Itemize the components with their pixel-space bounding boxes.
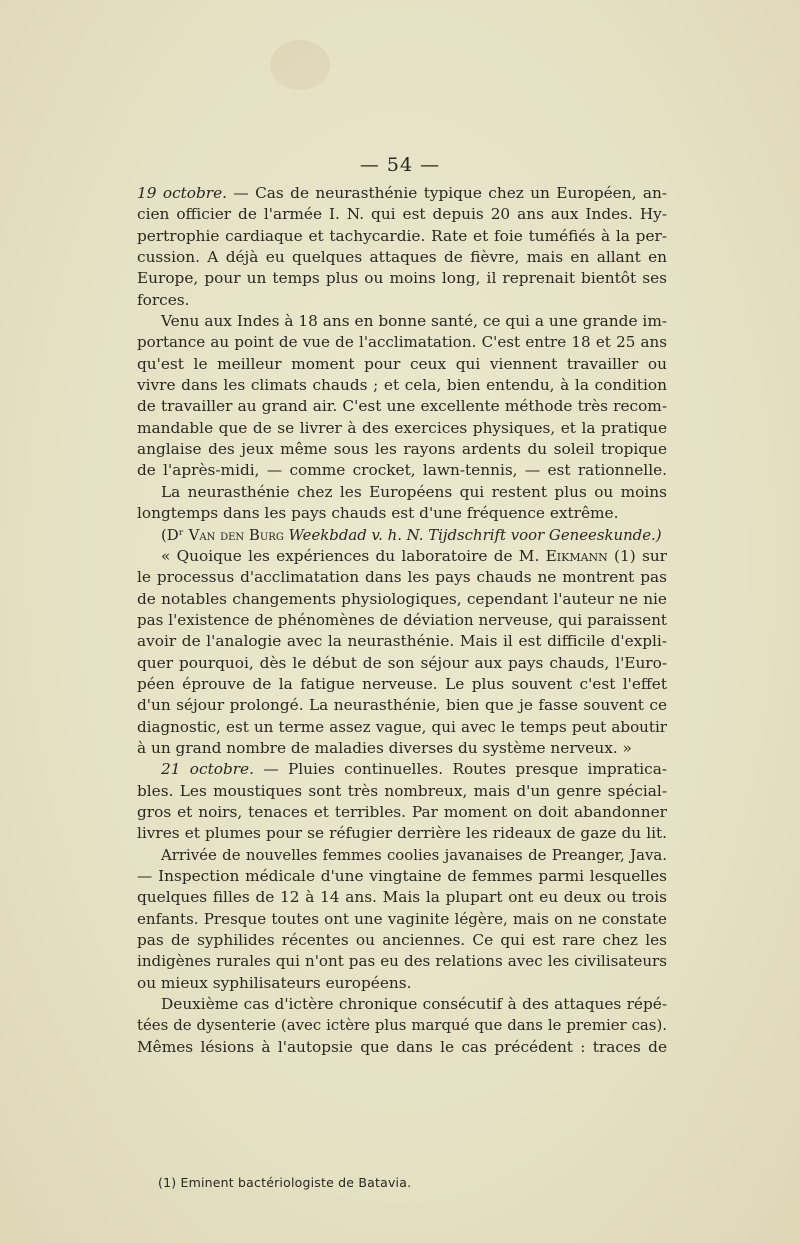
text-line [137,973,667,994]
text-run: La neurasthénie chez les Européens qui restent plus ou moins [161,482,667,501]
text-run: avoir de l'analogie avec la neurasthénie. Mais il est difficile d'expli- [137,632,667,651]
text-run: anglaise des jeux même sous les rayons ardents du soleil tropique [137,440,667,459]
date-heading: 21 octobre. [161,760,254,779]
paper-stain [270,40,330,90]
text-run: bles. Les moustiques sont très nombreux, mais d'un genre spécial- [137,781,667,800]
text-line [137,738,667,759]
text-run: quer pourquoi, dès le début de son séjour aux pays chauds, l'Euro- [137,653,667,672]
text-run: — Cas de neurasthénie typique chez un Européen, an- [227,184,667,202]
text-run: Europe, pour un temps plus ou moins long, il reprenait bientôt ses [137,269,667,288]
text-line [137,332,667,353]
text-line [137,418,667,439]
text-line [137,674,667,695]
text-run: vivre dans les climats chauds ; et cela, bien entendu, à la condition [137,376,667,395]
citation-title: Weekbdad v. h. N. Tijdschrift voor Geneeskunde.) [288,525,662,544]
text-line [137,482,667,503]
text-run: de travailler au grand air. C'est une excellente méthode très recom- [137,397,667,416]
text-line [137,1015,667,1036]
text-line [137,653,667,674]
text-run: Arrivée de nouvelles femmes coolies javanaises de Preanger, Java. [161,845,667,864]
text-run: (Dʳ [161,525,184,544]
author-name: Van den Burg [188,525,284,544]
text-run: à un grand nombre de maladies diverses du système nerveux. » [137,738,632,757]
text-run: « Quoique les expériences du laboratoire de M. [161,546,540,565]
text-line [137,204,667,225]
text-run: Mêmes lésions à l'autopsie que dans le cas précédent : traces de [137,1037,667,1056]
text-run: qu'est le meilleur moment pour ceux qui viennent travailler ou [137,354,667,373]
text-run: indigènes rurales qui n'ont pas eu des relations avec les civilisateurs [137,952,667,971]
text-run: longtemps dans les pays chauds est d'une fréquence extrême. [137,504,619,523]
text-run: tées de dysenterie (avec ictère plus marqué que dans le premier cas). [137,1016,667,1035]
text-line [137,290,667,311]
text-line [137,887,667,908]
text-line [137,994,667,1015]
text-run: quelques filles de 12 à 14 ans. Mais la plupart ont eu deux ou trois [137,888,667,907]
text-run: gros et noirs, tenaces et terribles. Par moment on doit abandonner [137,802,667,821]
text-line [137,781,667,802]
text-line [137,354,667,375]
text-line [137,759,667,780]
footnote: (1) Eminent bactériologiste de Batavia. [158,1175,412,1190]
text-line [137,717,667,738]
page-number: — 54 — [359,154,441,176]
text-line [137,375,667,396]
text-run: pertrophie cardiaque et tachycardie. Rate et foie tuméfiés à la per- [137,226,667,245]
author-name: Eikmann [545,546,608,565]
text-run: Deuxième cas d'ictère chronique consécutif à des attaques répé- [161,995,667,1014]
text-run: Venu aux Indes à 18 ans en bonne santé, ce qui a une grande im- [161,312,667,331]
text-line [137,268,667,289]
text-run: le processus d'acclimatation dans les pays chauds ne montrent pas [137,568,667,587]
text-run: cien officier de l'armée I. N. qui est depuis 20 ans aux Indes. Hy- [137,205,667,224]
text-line [137,930,667,951]
text-run: forces. [137,290,190,309]
text-line [137,866,667,887]
text-line [137,439,667,460]
text-line [137,951,667,972]
text-line [137,183,667,204]
text-line [137,823,667,844]
text-line [137,311,667,332]
text-line [137,802,667,823]
text-line [137,909,667,930]
text-run: pas de syphilides récentes ou anciennes. Ce qui est rare chez les [137,931,667,950]
text-line [137,695,667,716]
text-run: pas l'existence de phénomènes de déviation nerveuse, qui paraissent [137,610,667,629]
text-line [137,460,667,481]
text-run: de notables changements physiologiques, cependant l'auteur ne nie [137,589,667,608]
text-line [137,226,667,247]
text-run: de l'après-midi, — comme crocket, lawn-tennis, — est rationnelle. [137,461,667,480]
text-run: livres et plumes pour se réfugier derrière les rideaux de gaze du lit. [137,824,667,843]
body-text [137,183,667,1058]
text-line [137,546,667,567]
text-run: portance au point de vue de l'acclimatation. C'est entre 18 et 25 ans [137,333,667,352]
date-heading: 19 octobre. [137,184,228,202]
text-line [137,589,667,610]
text-line [137,396,667,417]
text-line [137,1037,667,1058]
text-run: péen éprouve de la fatigue nerveuse. Le plus souvent c'est l'effet [137,674,667,693]
text-run: — Pluies continuelles. Routes presque impratica- [253,760,667,779]
text-run: enfants. Presque toutes ont une vaginite légère, mais on ne constate [137,909,667,928]
text-run: mandable que de se livrer à des exercices physiques, et la pratique [137,418,667,437]
text-line [137,845,667,866]
text-run: (1) sur [607,546,667,565]
text-run: ou mieux syphilisateurs européens. [137,973,412,992]
text-run: cussion. A déjà eu quelques attaques de fièvre, mais en allant en [137,248,667,267]
text-run: diagnostic, est un terme assez vague, qui avec le temps peut aboutir [137,717,667,736]
text-line [137,631,667,652]
text-line [137,610,667,631]
text-line [137,503,667,524]
text-line [137,525,667,546]
text-run: — Inspection médicale d'une vingtaine de femmes parmi lesquelles [137,867,667,885]
text-line [137,247,667,268]
text-line [137,567,667,588]
text-run: d'un séjour prolongé. La neurasthénie, bien que je fasse souvent ce [137,696,667,715]
